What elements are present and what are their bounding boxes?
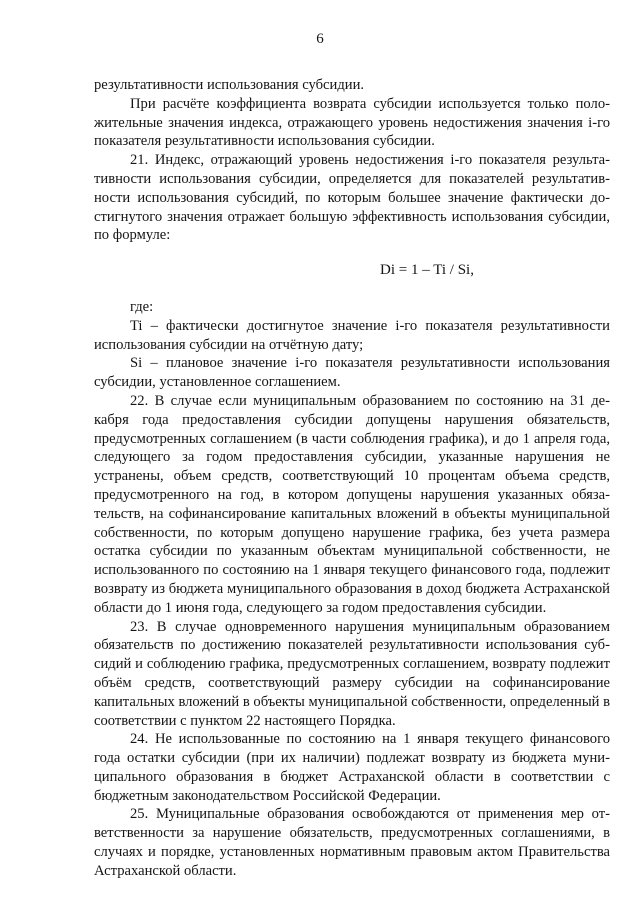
formula: Di = 1 – Ti / Si, [380, 262, 474, 279]
paragraph-25: 25. Муниципальные образования освобождаются от применения мер ответственности за нарушение обязательств, предусмотренных соглашениями, в случаях и порядке, установленных нормативным правовым актом Правительства Астраханской области. [94, 806, 610, 879]
formula-where-label: где: [130, 298, 154, 315]
paragraph-23: 23. В случае одновременного нарушения муниципальным образованием обязательств по достижению показателей результативности использования субсидий и соблюдению графика, предусмотренных соглашением, возврату подлежит объём средств, соответствующий размеру субсидии на софинансирование капитальных вложений в объекты муниципальной собственности, определенный в соответствии с пунктом 22 настоящего Порядка. [94, 618, 610, 729]
paragraph-24: 24. Не использованные по состоянию на 1 января текущего финансового года остатки субсидии (при их наличии) подлежат возврату из бюджета муниципального образования в бюджет Астраханской области в соответствии с бюджетным законодательством Российской Федерации. [94, 731, 610, 804]
paragraph-22: 22. В случае если муниципальным образованием по состоянию на 31 декабря года предоставления субсидии допущены нарушения обязательств, предусмотренных соглашением (в части соблюдения графика), и до 1 апреля года, следующего за годом предоставления субсидии, указанные нарушения не устранены, объем средств, соответствующий 10 процентам объема средств, предусмотренного на год, в котором допущены нарушения указанных обязательств, на софинансирование капитальных вложений в объекты муниципальной собственности, по которым допущено нарушение графика, без учета размера остатка субсидии по указанным объектам муниципальной собственности, не использованного по состоянию на 1 января текущего финансового года, подлежит возврату из бюджета муниципального образования в доход бюджета Астраханской области до 1 июня года, следующего за годом предоставления субсидии. [94, 392, 610, 616]
paragraph-positive-index-note: При расчёте коэффициента возврата субсидии используется только положительные значения индекса, отражающего уровень недостижения значения i-го показателя результативности использования субсидии. [94, 95, 610, 150]
definition-si: Si – плановое значение i-го показателя результативности использования субсидии, установленное соглашением. [94, 355, 610, 391]
definition-ti: Ti – фактически достигнутое значение i-го показателя результативности использования субсидии на отчётную дату; [94, 317, 610, 353]
page-number: 6 [316, 31, 324, 47]
document-body [94, 76, 610, 881]
paragraph-21: 21. Индекс, отражающий уровень недостижения i-го показателя результативности использования субсидии, определяется для показателей результативности использования субсидий, по которым большее значение фактически достигнутого значения отражает большую эффективность использования субсидии, по формуле: [94, 152, 610, 244]
paragraph-continuation: результативности использования субсидии. [94, 77, 365, 93]
